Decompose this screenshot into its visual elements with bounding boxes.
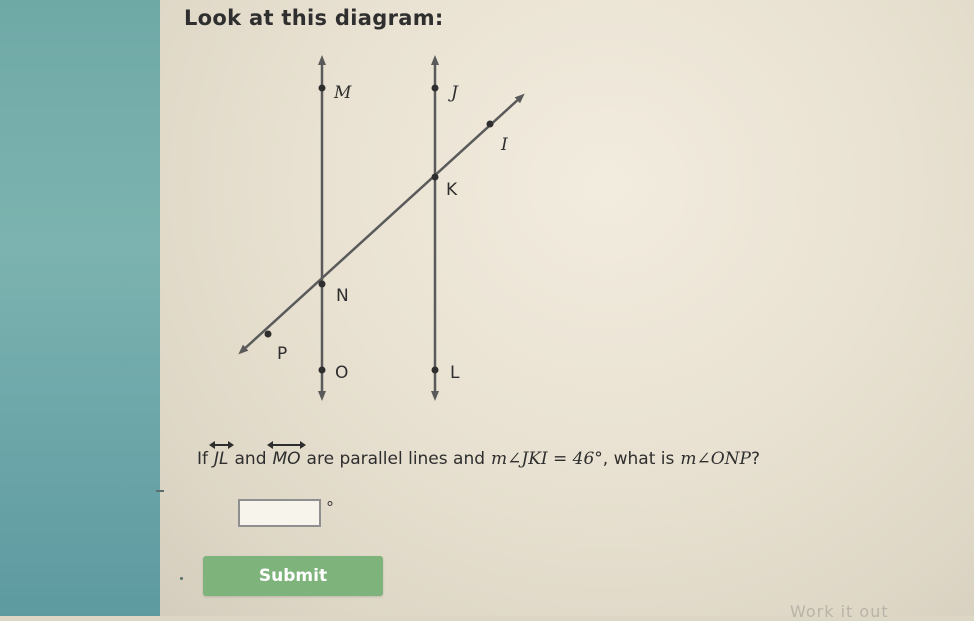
transversal-line <box>242 97 521 351</box>
question-what-is: , what is <box>602 449 675 469</box>
label-i: I <box>501 135 508 155</box>
point-o <box>319 367 326 374</box>
submit-button[interactable]: Submit <box>203 556 383 596</box>
label-k: K <box>446 180 458 200</box>
line-mo-label: MO <box>272 449 301 469</box>
question-middle: are parallel lines and <box>306 449 486 469</box>
question-if: If <box>197 449 208 469</box>
dot-mark <box>180 577 183 580</box>
label-l: L <box>450 363 460 383</box>
left-dash-mark <box>156 490 164 492</box>
question-text <box>197 447 760 469</box>
point-n <box>319 281 326 288</box>
footer-faint-text: Work it out <box>790 602 889 621</box>
point-i <box>487 121 494 128</box>
line-arrow-icon <box>270 444 302 446</box>
question-and: and <box>234 449 267 469</box>
label-o: O <box>335 363 349 383</box>
label-j: J <box>451 83 458 103</box>
answer-input[interactable] <box>238 499 321 527</box>
point-m <box>319 85 326 92</box>
label-p: P <box>277 344 288 364</box>
given-angle: m∠JKI = 46° <box>491 449 603 469</box>
line-jl-symbol <box>214 447 229 469</box>
label-n: N <box>336 286 349 306</box>
line-jl-label: JL <box>214 449 229 469</box>
label-m: M <box>334 83 352 103</box>
target-angle: m∠ONP <box>680 449 751 469</box>
line-mo-symbol <box>272 447 300 469</box>
prompt-text: Look at this diagram: <box>184 6 444 30</box>
point-j <box>432 85 439 92</box>
degree-symbol: ° <box>326 498 334 517</box>
point-k <box>432 174 439 181</box>
point-p <box>265 331 272 338</box>
question-mark: ? <box>750 449 761 469</box>
line-arrow-icon <box>212 444 231 446</box>
point-l <box>432 367 439 374</box>
